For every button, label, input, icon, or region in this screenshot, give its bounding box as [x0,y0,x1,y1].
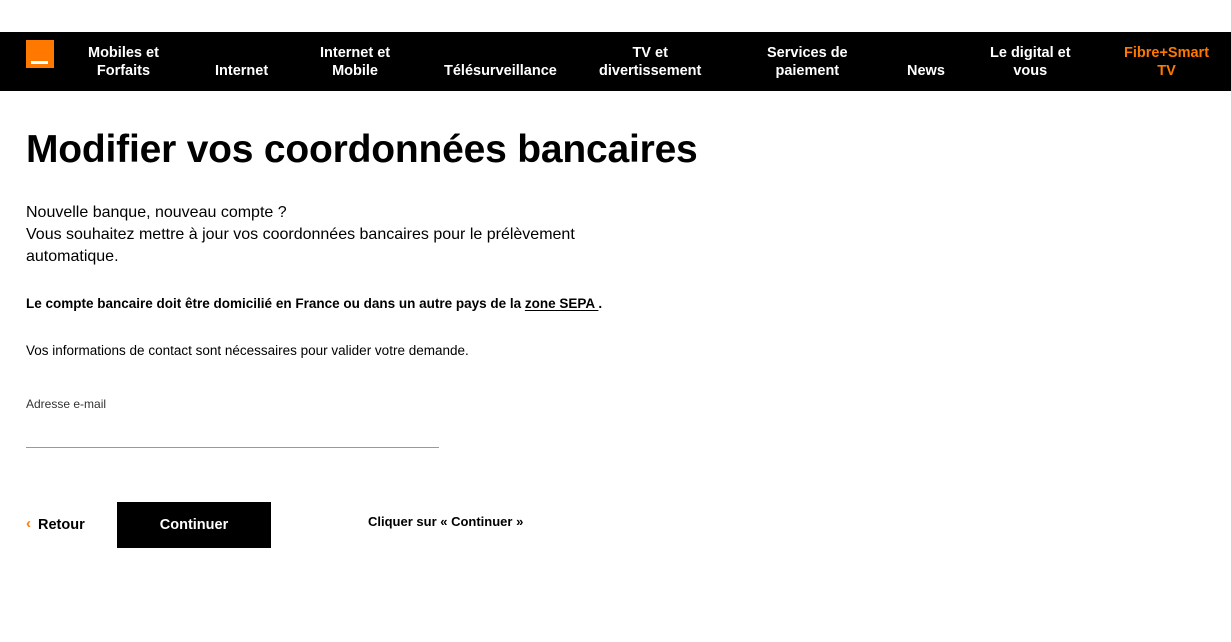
nav-item-digital-vous[interactable]: Le digital et vous [990,45,1071,79]
contact-info-text: Vos informations de contact sont nécessaires pour valider votre demande. [26,343,469,358]
email-input[interactable] [26,420,439,448]
nav-item-news[interactable]: News [907,63,945,79]
intro-line-1: Nouvelle banque, nouveau compte ? [26,204,287,221]
page-title: Modifier vos coordonnées bancaires [26,128,698,171]
email-label: Adresse e-mail [26,397,107,411]
continue-button[interactable]: Continuer [117,502,271,548]
nav-item-mobiles-forfaits[interactable]: Mobiles et Forfaits [88,45,159,79]
nav-item-fibre-smart-tv[interactable]: Fibre+Smart TV [1124,45,1210,79]
zone-sepa-link[interactable]: zone SEPA [524,296,599,311]
orange-logo-icon[interactable] [26,40,54,68]
main-navigation [0,32,1231,91]
sepa-notice [26,296,602,311]
continue-hint: Cliquer sur « Continuer » [368,514,524,529]
sepa-text: Le compte bancaire doit être domicilié en France ou dans un autre pays de la [26,296,525,311]
sepa-end: . [598,296,603,311]
chevron-left-icon: ‹ [26,515,31,532]
nav-item-internet-mobile[interactable]: Internet et Mobile [320,45,391,79]
intro-line-2: Vous souhaitez mettre à jour vos coordonnées bancaires pour le prélèvement automatique. [26,226,575,265]
nav-item-internet[interactable]: Internet [215,63,269,79]
back-link[interactable] [26,516,85,533]
intro-text [26,202,626,268]
nav-item-telesurveillance[interactable]: Télésurveillance [444,63,557,79]
nav-item-tv-divertissement[interactable]: TV et divertissement [599,45,702,79]
nav-item-services-paiement[interactable]: Services de paiement [767,45,848,79]
back-label: Retour [38,516,85,533]
